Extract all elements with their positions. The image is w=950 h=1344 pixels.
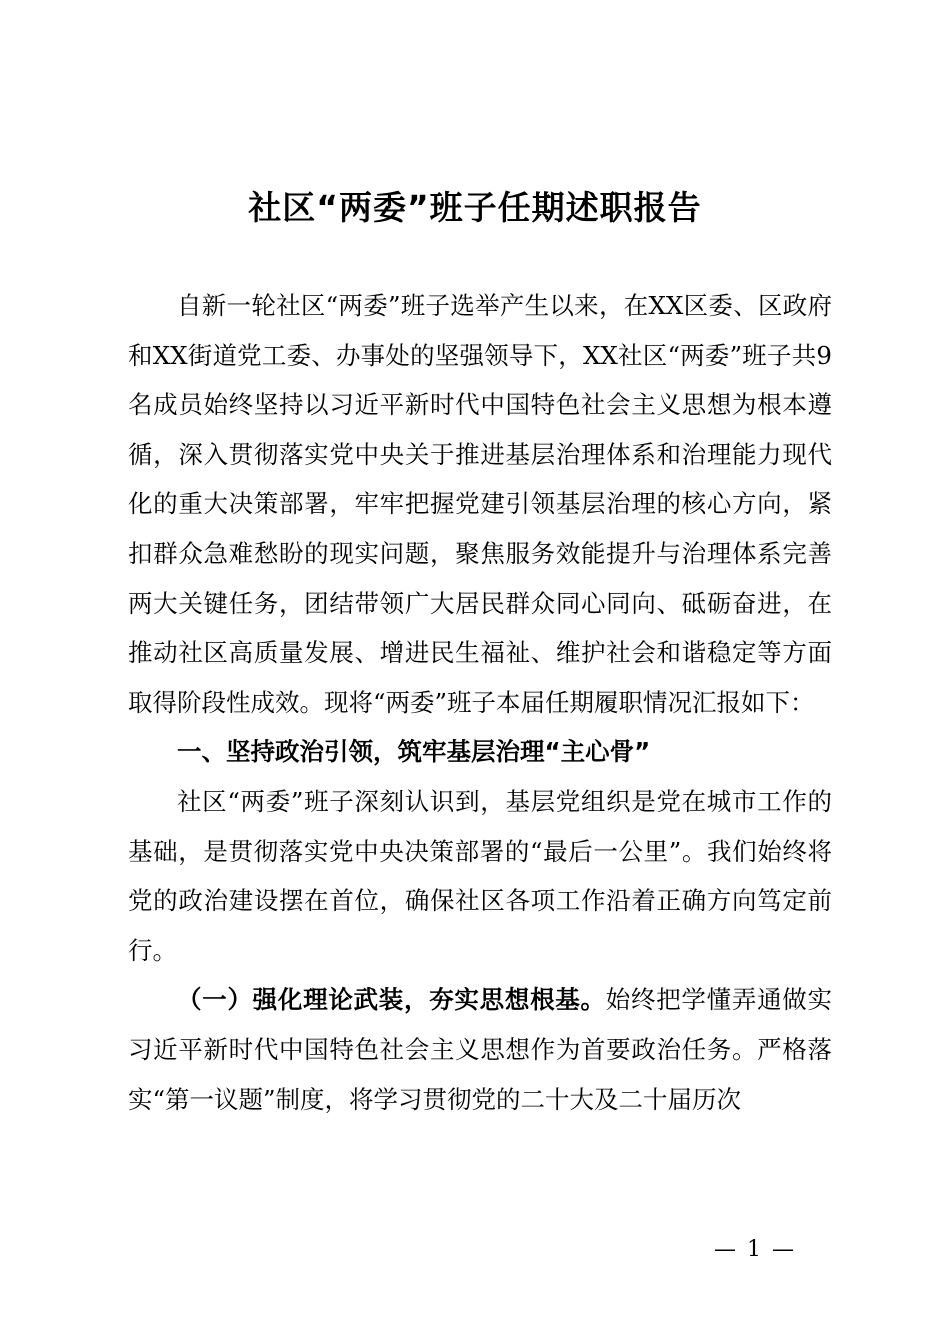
subsection-text: 始终把学懂弄通做实习近平新时代中国特色社会主义思想作为首要政治任务。严格落实“第一议题”制度，将学习贯彻党的二十大及二十届历次	[128, 985, 833, 1114]
subsection-lead: （一）强化理论武装，夯实思想根基。	[177, 985, 606, 1015]
subsection-paragraph	[128, 975, 832, 1124]
intro-paragraph: 自新一轮社区“两委”班子选举产生以来，在XX区委、区政府和XX街道党工委、办事处的坚强领导下，XX社区“两委”班子共9名成员始终坚持以习近平新时代中国特色社会主义思想为根本遵循，深入贯彻落实党中央关于推进基层治理体系和治理能力现代化的重大决策部署，牢牢把握党建引领基层治理的核心方向，紧扣群众急难愁盼的现实问题，聚焦服务效能提升与治理体系完善两大关键任务，团结带领广大居民群众同心同向、砥砺奋进，在推动社区高质量发展、增进民生福祉、维护社会和谐稳定等方面取得阶段性成效。现将“两委”班子本届任期履职情况汇报如下：	[128, 291, 832, 717]
document-title: 社区“两委”班子任期述职报告	[248, 188, 702, 227]
section-heading: 一、坚持政治引领，筑牢基层治理“主心骨”	[177, 737, 651, 767]
section-paragraph: 社区“两委”班子深刻认识到，基层党组织是党在城市工作的基础，是贯彻落实党中央决策部署的“最后一公里”。我们始终将党的政治建设摆在首位，确保社区各项工作沿着正确方向笃定前行。	[128, 786, 832, 965]
document-body	[128, 281, 832, 1124]
page-number: — 1 —	[714, 1237, 796, 1262]
